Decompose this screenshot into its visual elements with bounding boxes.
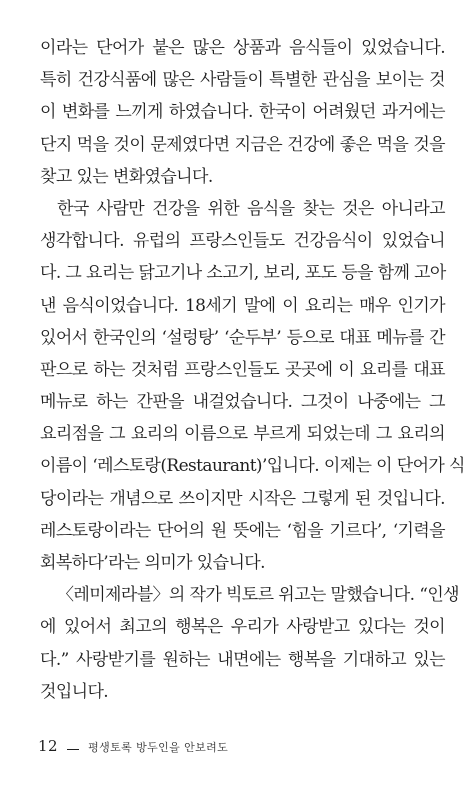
text-line: 낸 음식이었습니다. 18세기 말에 이 요리는 매우 인기가: [40, 295, 445, 316]
page-number: 12: [38, 737, 59, 755]
text-line: 이라는 단어가 붙은 많은 상품과 음식들이 있었습니다.: [40, 38, 445, 58]
text-line: 판으로 하는 것처럼 프랑스인들도 곳곳에 이 요리를 대표: [40, 359, 445, 380]
text-line: 다. 그 요리는 닭고기나 소고기, 보리, 포도 등을 함께 고아: [40, 263, 446, 284]
text-line: 단지 먹을 것이 문제였다면 지금은 건강에 좋은 먹을 것을: [40, 134, 445, 155]
text-line: 이름이 ‘레스토랑(Restaurant)’입니다. 이제는 이 단어가 식: [40, 456, 465, 477]
text-line: 레스토랑이라는 단어의 원 뜻에는 ‘힘을 기르다’, ‘기력을: [40, 520, 445, 541]
running-title: 평생토록 방두인을 안보려도: [88, 741, 229, 754]
footer-divider: [67, 749, 79, 750]
text-line: 다.” 사랑받기를 원하는 내면에는 행복을 기대하고 있는: [40, 649, 445, 670]
text-line: 있어서 한국인의 ‘설렁탕’ ‘순두부’ 등으로 대표 메뉴를 간: [40, 327, 445, 348]
body-text: [40, 32, 465, 708]
text-line: 메뉴로 하는 간판을 내걸었습니다. 그것이 나중에는 그: [40, 392, 445, 413]
text-line: 이 변화를 느끼게 하였습니다. 한국이 어려웠던 과거에는: [40, 102, 445, 123]
text-line: 한국 사람만 건강을 위한 음식을 찾는 것은 아니라고: [57, 198, 445, 219]
text-line: 당이라는 개념으로 쓰이지만 시작은 그렇게 된 것입니다.: [40, 488, 445, 509]
text-line: 요리점을 그 요리의 이름으로 부르게 되었는데 그 요리의: [40, 424, 445, 445]
text-line: 에 있어서 최고의 행복은 우리가 사랑받고 있다는 것이: [40, 617, 445, 638]
text-line: 생각합니다. 유럽의 프랑스인들도 건강음식이 있었습니: [40, 231, 445, 252]
text-line: 〈레미제라블〉의 작가 빅토르 위고는 말했습니다. “인생: [57, 585, 459, 606]
text-line: 것입니다.: [40, 681, 109, 702]
text-line: 특히 건강식품에 많은 사람들이 특별한 관심을 보이는 것: [40, 70, 445, 91]
text-line: 찾고 있는 변화였습니다.: [40, 166, 213, 187]
page-footer: [38, 737, 228, 759]
text-line: 회복하다’라는 의미가 있습니다.: [40, 553, 265, 573]
